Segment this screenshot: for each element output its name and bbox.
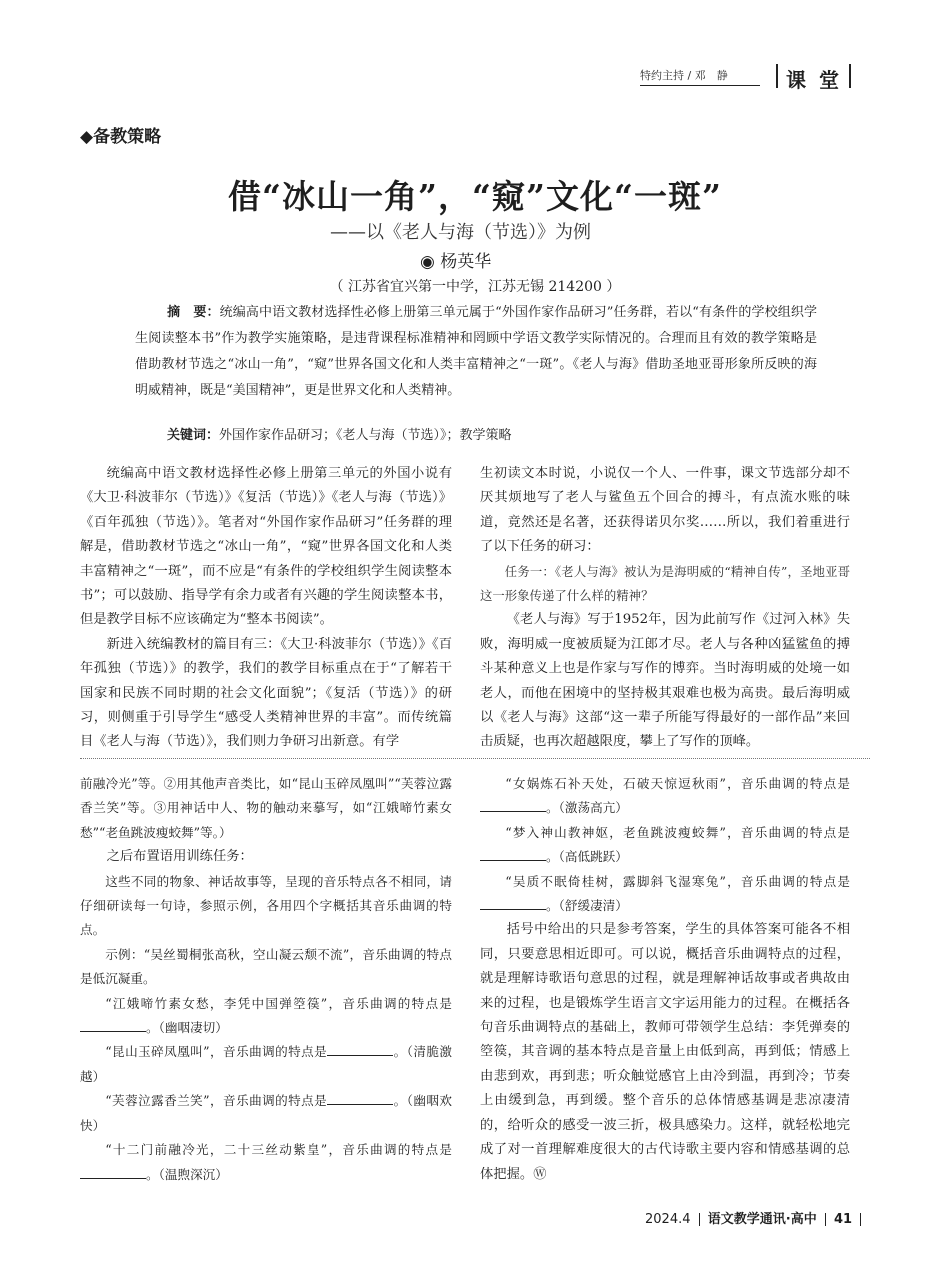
example-line: 示例：“吴丝蜀桐张高秋，空山凝云颓不流”，音乐曲调的特点是低沉凝重。 (80, 946, 452, 987)
task-one: 任务一：《老人与海》被认为是海明威的“精神自传”，圣地亚哥这一形象传递了什么样的精神？ (480, 563, 850, 604)
journal-name: 语文教学通讯·高中 (707, 1212, 817, 1227)
body-paragraph: 之后布置语用训练任务： (106, 849, 253, 865)
section-label: ◆备教策略 (80, 127, 162, 147)
lower-left-column (80, 772, 452, 1187)
answer-blank (80, 1017, 146, 1032)
page-number: 41 (834, 1212, 853, 1227)
upper-right-column (480, 462, 850, 755)
list-item: 前融冷光”等。②用其他声音类比，如“昆山玉碎凤凰叫”“芙蓉泣露香兰笑”等。③用神话中人、物的触动来摹写，如“江娥啼竹素女愁”“老鱼跳波瘦蛟舞”等。） (80, 776, 452, 840)
footer-divider (699, 1213, 700, 1226)
article-subtitle: ——以《老人与海（节选）》为例 (330, 222, 591, 243)
answer-blank (80, 1164, 146, 1179)
guest-host-label: 特约主持 / 邓 静 (640, 69, 728, 82)
issue-number: 2024.4 (645, 1212, 691, 1227)
page-footer (645, 1208, 861, 1227)
exercise-item: “江娥啼竹素女愁，李凭中国弹箜篌”，音乐曲调的特点是。（幽咽凄切） (80, 992, 452, 1041)
answer-blank (327, 1090, 393, 1105)
lower-right-column (480, 772, 850, 1187)
body-paragraph: 括号中给出的只是参考答案，学生的具体答案可能各不相同，只要意思相近即可。可以说，概括音乐曲调特点的过程，就是理解诗歌语句意思的过程，就是理解神话故事或者典故由来的过程，也是锻炼学生语言文字运用能力的过程。在概括各句音乐曲调特点的基础上，教师可带领学生总结：李凭弹奏的箜篌，其音调的基本特点是音量上由低到高，再到低；情感上由悲到欢，再到悲；听众触觉感官上由冷到温，再到冷；节奏上由缓到急，再到缓。整个音乐的总体情感基调是悲凉凄清的，给听众的感受一波三折，极具感染力。这样，就轻松地完成了对一首理解难度很大的古代诗歌主要内容和情感基调的总体把握。Ⓦ (480, 922, 850, 1182)
author-name: ◉ 杨英华 (420, 252, 492, 272)
answer-blank (327, 1041, 393, 1056)
exercise-item: “十二门前融冷光，二十三丝动紫皇”，音乐曲调的特点是。（温煦深沉） (80, 1138, 452, 1187)
answer-blank (480, 846, 546, 861)
exercise-item: “梦入神山教神妪，老鱼跳波瘦蛟舞”，音乐曲调的特点是。（高低跳跃） (480, 821, 850, 870)
header-divider (776, 64, 778, 88)
body-paragraph: 统编高中语文教材选择性必修上册第三单元的外国小说有《大卫·科波菲尔（节选）》《复活（节选）》《老人与海（节选）》《百年孤独（节选）》。笔者对“外国作家作品研习”任务群的理解是，借助教材节选之“冰山一角”，“窥”世界各国文化和人类丰富精神之“一斑”，而不应是“有条件的学校组织学生阅读整本书”；可以鼓励、指导学有余力或者有兴趣的学生阅读整本书，但是教学目标不应该确定为“整本书阅读”。 (80, 466, 452, 628)
article-title: 借“冰山一角”，“窥”文化“一斑” (228, 177, 722, 216)
exercise-item: “芙蓉泣露香兰笑”，音乐曲调的特点是 。（幽咽欢快） (80, 1089, 452, 1138)
abstract-label: 摘 要： (167, 305, 220, 320)
column-name: 课 堂 (786, 68, 842, 92)
exercise-item: “女娲炼石补天处，石破天惊逗秋雨”，音乐曲调的特点是。（激荡高亢） (480, 772, 850, 821)
exercise-item: “吴质不眠倚桂树，露脚斜飞湿寒兔”，音乐曲调的特点是。（舒缓凄清） (480, 870, 850, 919)
upper-left-column (80, 462, 452, 755)
keywords-label: 关键词： (167, 428, 220, 443)
answer-blank (480, 797, 546, 812)
body-paragraph: 生初读文本时说，小说仅一个人、一件事，课文节选部分却不厌其烦地写了老人与鲨鱼五个回合的搏斗，有点流水账的味道，竟然还是名著，还获得诺贝尔奖……所以，我们着重进行了以下任务的研习： (480, 466, 850, 555)
keywords-text: 外国作家作品研习；《老人与海（节选）》；教学策略 (219, 428, 512, 443)
header-underline (640, 85, 760, 86)
section-divider (80, 758, 870, 759)
author-affiliation: （ 江苏省宜兴第一中学，江苏无锡 214200 ） (329, 279, 621, 295)
keywords (167, 424, 512, 443)
header-divider (849, 64, 851, 88)
body-paragraph: 新进入统编教材的篇目有三：《大卫·科波菲尔（节选）》《百年孤独（节选）》的教学，我们的教学目标重点在于“了解若干国家和民族不同时期的社会文化面貌”；《复活（节选）》的研习，则侧重于引导学生“感受人类精神世界的丰富”。而传统篇目《老人与海（节选）》，我们则力争研习出新意。有学 (80, 636, 452, 750)
end-mark-icon: Ⓦ (533, 1166, 547, 1182)
answer-blank (480, 895, 546, 910)
abstract-text: 统编高中语文教材选择性必修上册第三单元属于“外国作家作品研习”任务群，若以“有条件的学校组织学生阅读整本书”作为教学实施策略，是违背课程标准精神和罔顾中学语文教学实际情况的。合理而且有效的教学策略是借助教材节选之“冰山一角”，“窥”世界各国文化和人类丰富精神之“一斑”。《老人与海》借助圣地亚哥形象所反映的海明威精神，既是“美国精神”，更是世界文化和人类精神。 (135, 305, 817, 398)
abstract (135, 300, 817, 404)
body-paragraph: 《老人与海》写于1952年，因为此前写作《过河入林》失败，海明威一度被质疑为江郎才尽。老人与各种凶猛鲨鱼的搏斗某种意义上也是作家与写作的博弈。当时海明威的处境一如老人，而他在困境中的坚持极其艰难也极为高贵。最后海明威以《老人与海》这部“这一辈子所能写得最好的一部作品”来回击质疑，也再次超越限度，攀上了写作的顶峰。 (480, 612, 850, 750)
footer-divider (860, 1213, 861, 1226)
footer-divider (825, 1213, 826, 1226)
exercise-item: “昆山玉碎凤凰叫”，音乐曲调的特点是 。（清脆激越） (80, 1040, 452, 1089)
task-instruction: 这些不同的物象、神话故事等，呈现的音乐特点各不相同，请仔细研读每一句诗，参照示例，各用四个字概括其音乐曲调的特点。 (80, 873, 452, 938)
